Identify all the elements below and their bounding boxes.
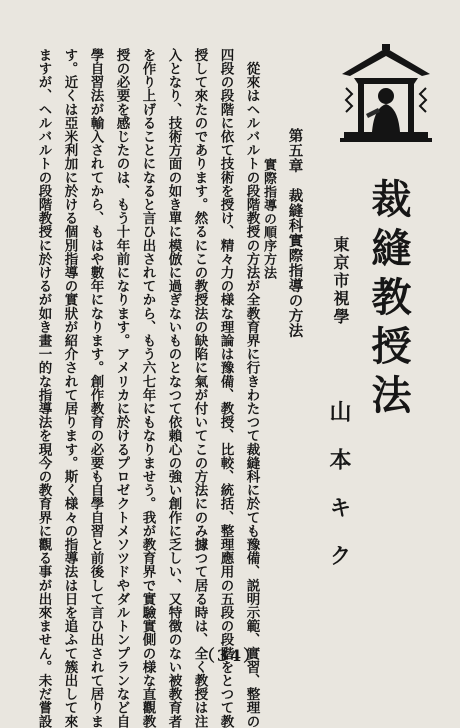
chapter-heading: 第五章 裁縫科實際指導の方法 [286, 128, 304, 338]
page-title: 裁縫教授法 [365, 178, 412, 423]
body-line-9: ますが、ヘルバルトの段階教授に於けるが如き畫一的な指導法を現今の教育界に觀る事が出來ません。未だ嘗設 [35, 48, 52, 728]
body-line-6: 授の必要を感じたのは、もう十年前になります。アメリカに於けるプロゼクトメソツドやダルトンプランなど自 [113, 48, 130, 728]
body-line-1: 從來はヘルバルトの段階教授の方法が全教育界に行きわたつて裁縫科に於ても豫備、説明示範、實習、整理の [243, 48, 260, 728]
section-heading: 實際指導の順序方法 [261, 158, 276, 280]
body-line-3: 授して來たのであります。然るにこの教授法の缺陷に氣が付いてこの方法にのみ據つて居る時は、全く教授は注 [191, 48, 208, 728]
body-line-7: 學自習法が輸入されてから、もはや數年になります。創作教育の必要も自學自習と前後して言ひ出されて居りま [87, 48, 104, 728]
author-affiliation: 東京市視學 [331, 236, 350, 326]
author-name: 山本キク [326, 400, 352, 592]
body-line-8: す。近くは亞米利加に於ける個別指導の實狀が紹介されて居ります。斯く様々の指導法は日を追ふて簇出して來 [61, 48, 78, 728]
body-line-2: 四段の段階に依て技術を授け、精々力の様な理論は豫備、教授、比較、統括、整理應用の五段の段階をとつて教 [217, 48, 234, 728]
page-number: （34） [198, 646, 262, 665]
pagoda-emblem-icon [336, 44, 436, 144]
body-line-5: を作り上げることになると言ひ出されてから、もう六七年にもなりませう。我が教育界で實驗實側の様な直觀教 [139, 48, 156, 728]
body-line-4: 入となり、技術方面の如き單に模倣に過ぎないものとなつて依賴心の強い創作に乏しい、又特徴のない被教育者 [165, 48, 182, 728]
